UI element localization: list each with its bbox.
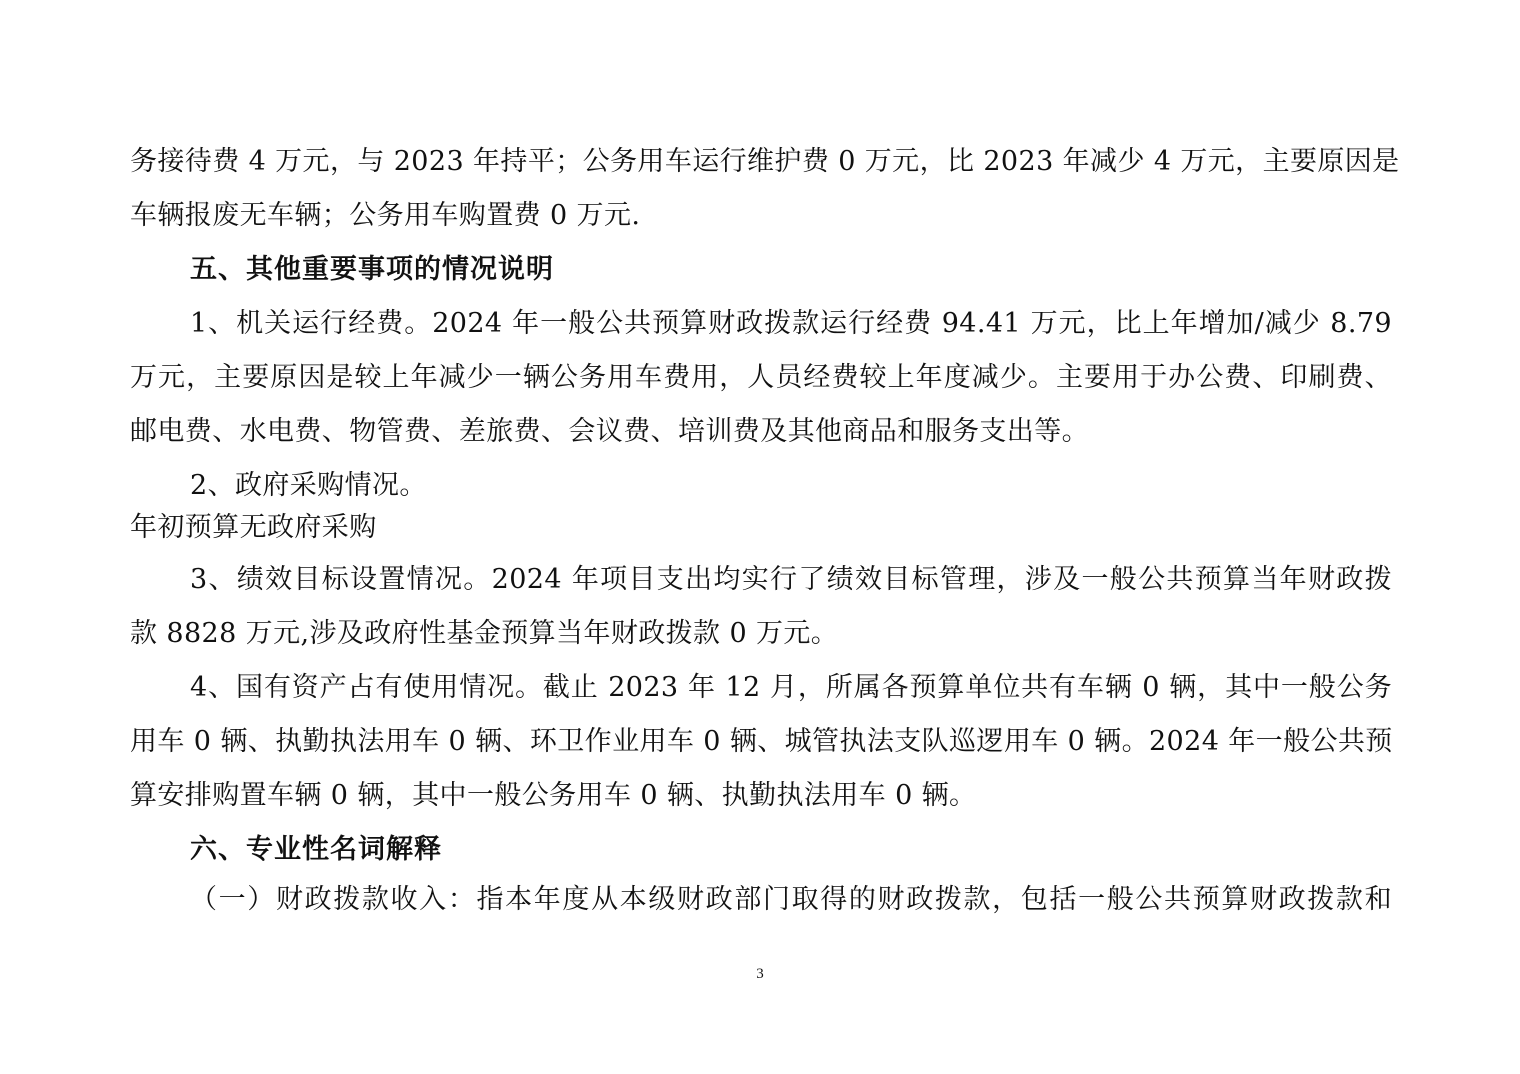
paragraph-line: 1、机关运行经费。2024 年一般公共预算财政拨款运行经费 94.41 万元，比上年增加/减少 8.79 <box>190 308 1392 339</box>
section-heading: 五、其他重要事项的情况说明 <box>190 254 554 285</box>
paragraph-line: 年初预算无政府采购 <box>130 512 377 543</box>
paragraph-line: 2、政府采购情况。 <box>190 470 427 501</box>
paragraph-line: （一）财政拨款收入：指本年度从本级财政部门取得的财政拨款，包括一般公共预算财政拨款和 <box>190 884 1392 915</box>
paragraph-line: 用车 0 辆、执勤执法用车 0 辆、环卫作业用车 0 辆、城管执法支队巡逻用车 0 辆。2024 年一般公共预 <box>130 726 1393 757</box>
paragraph-line: 款 8828 万元,涉及政府性基金预算当年财政拨款 0 万元。 <box>130 618 839 649</box>
paragraph-line: 3、绩效目标设置情况。2024 年项目支出均实行了绩效目标管理，涉及一般公共预算当年财政拨 <box>190 564 1392 595</box>
paragraph-line: 4、国有资产占有使用情况。截止 2023 年 12 月，所属各预算单位共有车辆 0 辆，其中一般公务 <box>190 672 1392 703</box>
paragraph-line: 万元，主要原因是较上年减少一辆公务用车费用，人员经费较上年度减少。主要用于办公费、印刷费、 <box>130 362 1392 393</box>
paragraph-line: 务接待费 4 万元，与 2023 年持平；公务用车运行维护费 0 万元，比 2023 年减少 4 万元，主要原因是 <box>130 146 1400 177</box>
section-heading: 六、专业性名词解释 <box>190 834 442 865</box>
paragraph-line: 车辆报废无车辆；公务用车购置费 0 万元. <box>130 200 641 231</box>
paragraph-line: 邮电费、水电费、物管费、差旅费、会议费、培训费及其他商品和服务支出等。 <box>130 416 1089 447</box>
paragraph-line: 算安排购置车辆 0 辆，其中一般公务用车 0 辆、执勤执法用车 0 辆。 <box>130 780 977 811</box>
page-number: 3 <box>756 966 764 982</box>
